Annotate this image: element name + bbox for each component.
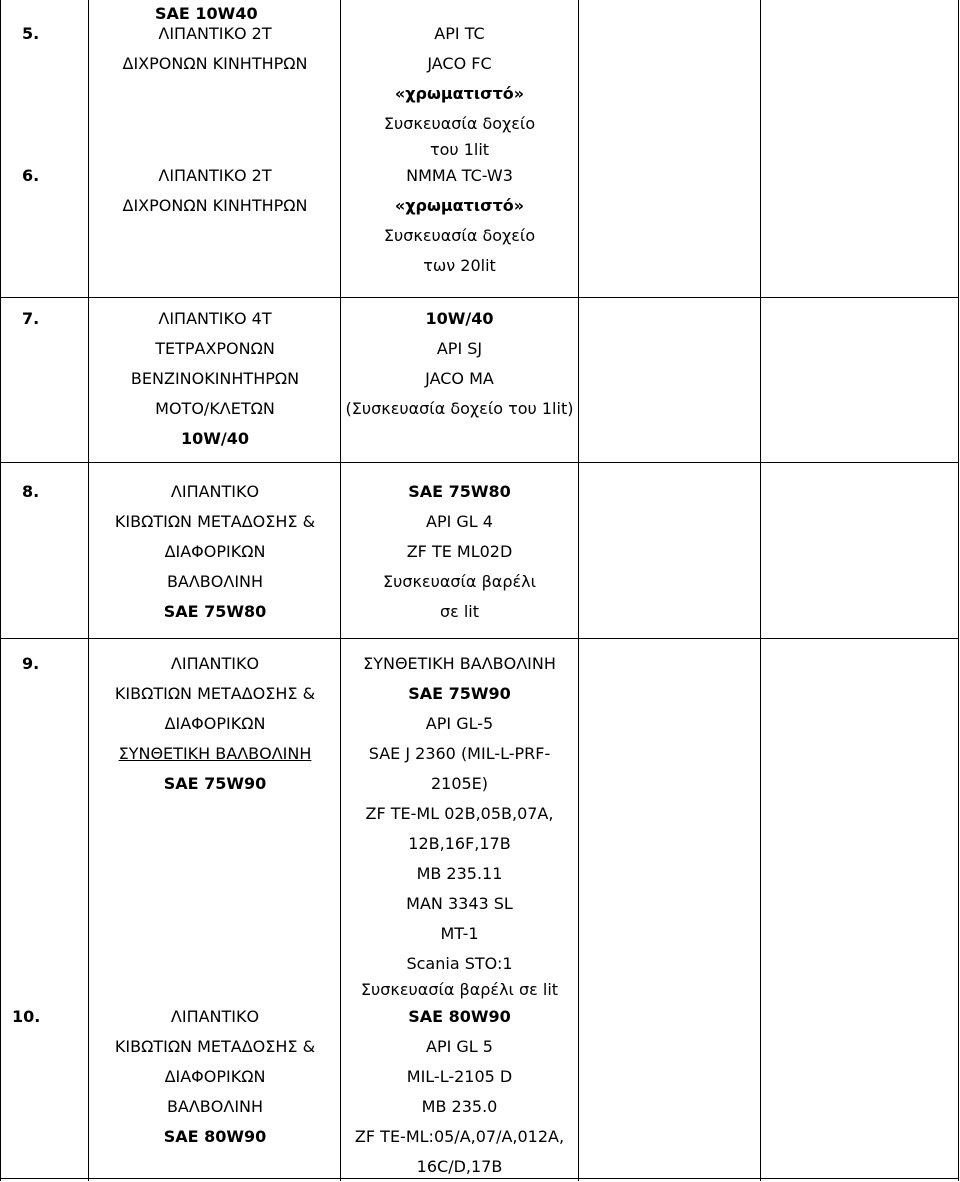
description-line: ΔΙΧΡΟΝΩΝ ΚΙΝΗΤΗΡΩΝ [122,54,308,73]
row-description [90,161,340,221]
description-line: ΒΑΛΒΟΛΙΝΗ [166,1097,264,1116]
description-line: ΣΥΝΘΕΤΙΚΗ ΒΑΛΒΟΛΙΝΗ [118,744,312,763]
spec-line: Συσκευασία βαρέλι σε lit [360,980,559,999]
row-number: 6. [22,166,40,185]
table-column-divider [340,0,341,1181]
spec-line: SAE 75W90 [408,684,511,703]
spec-line: JACO FC [427,54,492,73]
row-description [90,1002,340,1152]
row-specs [342,19,577,161]
spec-line: JACO MA [425,369,494,388]
spec-line: 2105E) [430,774,489,793]
description-line: ΜΟΤΟ/ΚΛΕΤΩΝ [155,399,275,418]
spec-line: MB 235.0 [421,1097,498,1116]
spec-line: 16C/D,17B [416,1157,503,1176]
spec-line: MAN 3343 SL [406,894,513,913]
spec-line: NMMA TC-W3 [406,166,513,185]
spec-line: 10W/40 [425,309,494,328]
description-line: ΚΙΒΩΤΙΩΝ ΜΕΤΑΔΟΣΗΣ & [114,512,316,531]
table-row-divider [0,297,958,298]
spec-line: API GL 5 [426,1037,493,1056]
spec-line: «χρωματιστό» [394,196,525,215]
row-specs [342,649,577,1001]
description-line: ΒΑΛΒΟΛΙΝΗ [166,572,264,591]
table-row-divider [0,462,958,463]
spec-line: του 1lit [429,140,490,159]
description-line: ΛΙΠΑΝΤΙΚΟ 2Τ [158,24,272,43]
row-number: 5. [22,24,40,43]
table-column-divider [760,0,761,1181]
description-line: SAE 80W90 [163,1127,267,1146]
spec-line: Συσκευασία δοχείο [383,114,536,133]
description-line: ΚΙΒΩΤΙΩΝ ΜΕΤΑΔΟΣΗΣ & [114,684,316,703]
description-line: ΛΙΠΑΝΤΙΚΟ [170,654,260,673]
row-number: 7. [22,309,40,328]
table-column-divider [578,0,579,1181]
spec-line: ZF TE ML02D [406,542,513,561]
description-line: 10W/40 [180,429,250,448]
spec-line: SAE J 2360 (MIL-L-PRF- [368,744,551,763]
description-line: ΔΙΧΡΟΝΩΝ ΚΙΝΗΤΗΡΩΝ [122,196,308,215]
spec-line: ZF TE-ML 02B,05B,07A, [365,804,554,823]
description-line: SAE 75W80 [163,602,267,621]
table-border-right [958,0,959,1181]
row-description [90,477,340,627]
row-number: 10. [12,1007,41,1026]
row-description [90,19,340,79]
spec-line: MB 235.11 [416,864,503,883]
spec-line: MIL-L-2105 D [406,1067,513,1086]
row-number: 9. [22,654,40,673]
spec-line: των 20lit [423,256,496,275]
spec-line: «χρωματιστό» [394,84,525,103]
row-description [90,304,340,454]
table-column-divider [88,0,89,1181]
spec-line: MT-1 [440,924,479,943]
spec-line: API TC [434,24,485,43]
spec-line: Συσκευασία βαρέλι [382,572,537,591]
description-line: ΛΙΠΑΝΤΙΚΟ [170,482,260,501]
spec-line: SAE 80W90 [408,1007,511,1026]
spec-line: API SJ [436,339,483,358]
row-specs [342,304,577,424]
description-line: ΛΙΠΑΝΤΙΚΟ 4Τ [158,309,272,328]
description-line: ΔΙΑΦΟΡΙΚΩΝ [164,542,266,561]
row-number: 8. [22,482,40,501]
spec-line: Συσκευασία δοχείο [383,226,536,245]
description-line: ΛΙΠΑΝΤΙΚΟ [170,1007,260,1026]
description-line: ΔΙΑΦΟΡΙΚΩΝ [164,714,266,733]
spec-line: API GL 4 [426,512,493,531]
spec-line: ZF TE-ML:05/A,07/A,012A, [354,1127,565,1146]
row-description [90,649,340,799]
spec-line: ΣΥΝΘΕΤΙΚΗ ΒΑΛΒΟΛΙΝΗ [363,654,556,673]
description-line: ΔΙΑΦΟΡΙΚΩΝ [164,1067,266,1086]
spec-line: σε lit [439,602,480,621]
top-label: SAE 10W40 [155,4,258,23]
description-line: ΚΙΒΩΤΙΩΝ ΜΕΤΑΔΟΣΗΣ & [114,1037,316,1056]
row-specs [342,1002,577,1182]
spec-line: (Συσκευασία δοχείο του 1lit) [345,399,574,418]
table-row-divider [0,638,958,639]
description-line: SAE 75W90 [163,774,267,793]
spec-line: Scania STO:1 [406,954,513,973]
table-border-left [0,0,1,1181]
description-line: ΒΕΝΖΙΝΟΚΙΝΗΤΗΡΩΝ [130,369,300,388]
row-specs [342,477,577,627]
spec-line: 12B,16F,17B [408,834,511,853]
description-line: ΤΕΤΡΑΧΡΟΝΩΝ [155,339,275,358]
spec-line: API GL-5 [425,714,494,733]
row-specs [342,161,577,281]
spec-line: SAE 75W80 [408,482,511,501]
description-line: ΛΙΠΑΝΤΙΚΟ 2Τ [158,166,272,185]
